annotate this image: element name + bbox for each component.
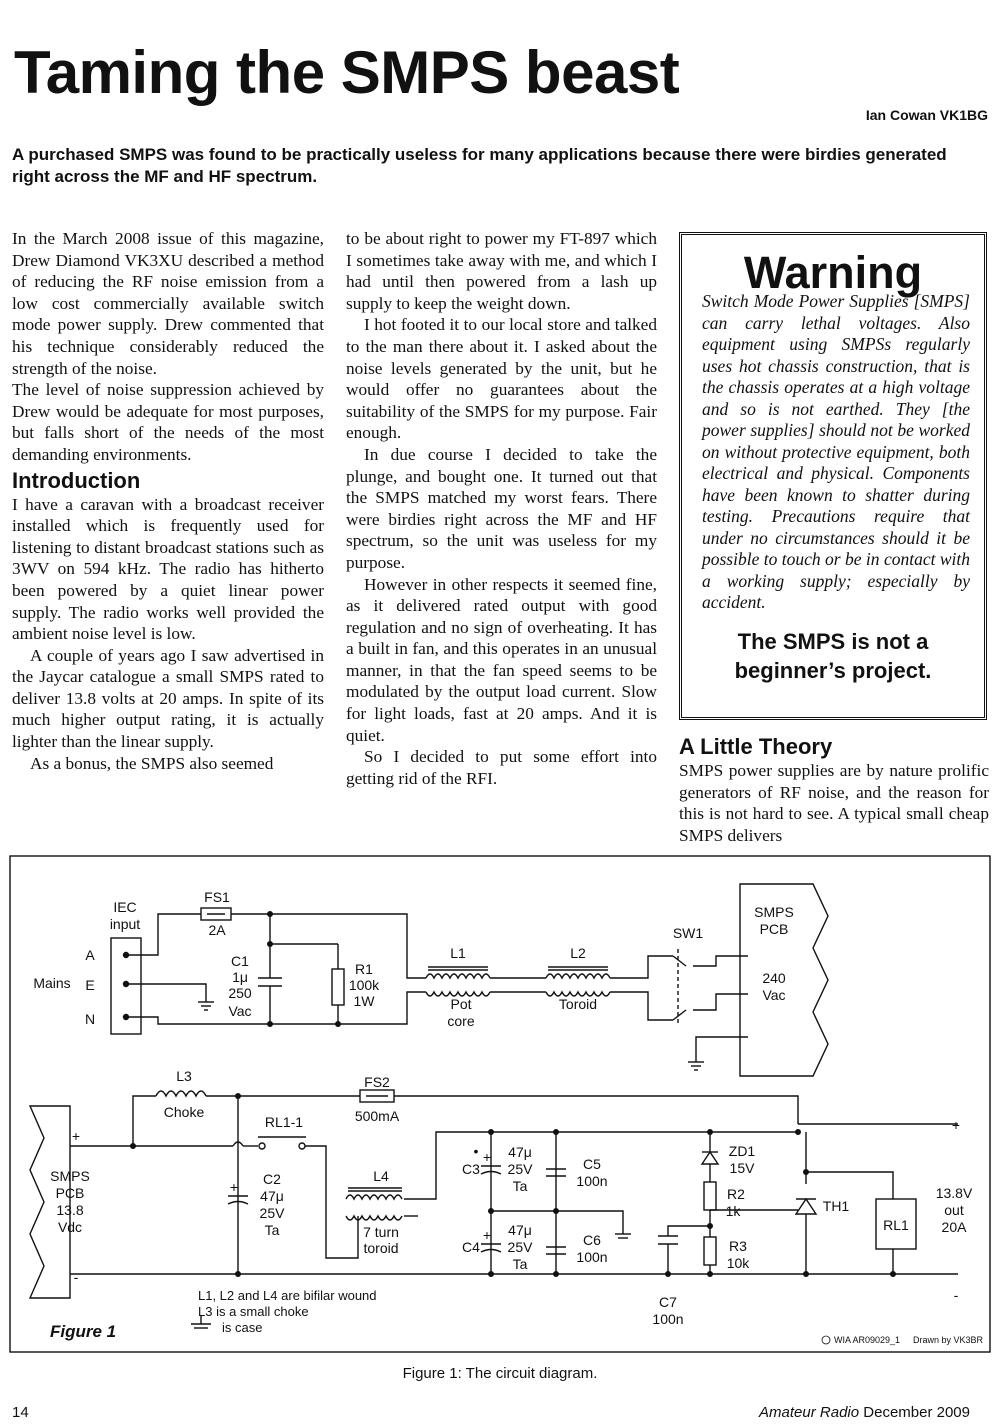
label-pin-a: A: [85, 947, 95, 963]
label-c3-value: 47μ: [508, 1144, 532, 1160]
figure-note: L3 is a small choke: [198, 1304, 309, 1319]
label-fs2: FS2: [364, 1074, 390, 1090]
label-fs1: FS1: [204, 889, 230, 905]
standfirst: A purchased SMPS was found to be practically useless for many applications because there were birdies generated right across the MF and HF spectrum.: [12, 145, 947, 186]
label-fs2-value: 500mA: [354, 1108, 400, 1124]
section-heading-introduction: Introduction: [12, 467, 141, 493]
figure-frame: [10, 856, 990, 1352]
label-c3-type: Ta: [512, 1178, 528, 1194]
column-2: [346, 228, 657, 789]
label-smps-pcb: PCB: [759, 921, 789, 937]
label-l2: L2: [570, 945, 586, 961]
label-out-current: 20A: [941, 1219, 967, 1235]
page-number: 14: [12, 1404, 29, 1421]
label-r1-power: 1W: [353, 993, 375, 1009]
label-c3: C3: [462, 1161, 480, 1177]
warning-footer: [682, 627, 984, 685]
figure-note: is case: [222, 1320, 263, 1335]
label-l4: L4: [373, 1168, 389, 1184]
label-c2-plus: +: [229, 1179, 239, 1195]
label-r2-value: 1k: [725, 1203, 741, 1219]
paragraph: to be about right to power my FT-897 which I sometimes take away with me, and which I had until then powered from a lash up supply to keep the weight down.: [346, 229, 657, 313]
label-fs1-value: 2A: [208, 922, 226, 938]
author-byline: Ian Cowan VK1BG: [865, 107, 988, 123]
label-c2: C2: [263, 1171, 281, 1187]
label-c3-dot: •: [473, 1143, 479, 1159]
label-c4-type: Ta: [512, 1256, 528, 1272]
label-l4-turns: 7 turn: [363, 1224, 399, 1240]
paragraph: In due course I decided to take the plunge, and bought one. It turned out that the SMPS matched my worst fears. There were birdies right across the MF and HF spectrum, so the unit was useless for my purpose.: [346, 444, 657, 572]
figure-credit-author: Drawn by VK3BR: [913, 1335, 984, 1345]
label-r1: R1: [355, 961, 373, 977]
label-smps-vac: Vac: [762, 987, 786, 1003]
section-heading-theory: A Little Theory: [679, 734, 833, 759]
paragraph: So I decided to put some effort into getting rid of the RFI.: [346, 747, 657, 788]
zener-zd1: [702, 1152, 718, 1164]
label-r3-value: 10k: [726, 1255, 750, 1271]
label-l2-toroid: Toroid: [558, 996, 598, 1012]
label-smps-240: 240: [762, 970, 786, 986]
circuit-diagram: [8, 854, 992, 1354]
label-c2-voltage: 25V: [259, 1205, 285, 1221]
label-sw1: SW1: [672, 925, 704, 941]
label-c1-voltage: 250: [228, 985, 252, 1001]
column-3: [679, 734, 989, 846]
label-mains: Mains: [33, 975, 71, 991]
label-c3-voltage: 25V: [507, 1161, 533, 1177]
label-l1-core: core: [447, 1013, 475, 1029]
warning-footer-line: The SMPS is not a: [737, 628, 929, 654]
figure-note: L1, L2 and L4 are bifilar wound: [198, 1288, 377, 1303]
label-l4-toroid: toroid: [363, 1240, 399, 1256]
label-l3: L3: [176, 1068, 192, 1084]
label-c1: C1: [231, 953, 249, 969]
label-smps2: SMPS: [50, 1168, 90, 1184]
label-c6-value: 100n: [576, 1249, 608, 1265]
label-zd1: ZD1: [728, 1143, 756, 1159]
label-minus-out: -: [953, 1287, 959, 1303]
label-c5-value: 100n: [576, 1173, 608, 1189]
label-c2-value: 47μ: [260, 1188, 284, 1204]
paragraph: SMPS power supplies are by nature prolific generators of RF noise, and the reason for this is not hard to see. A typical small cheap SMPS delivers: [679, 761, 989, 845]
label-out: out: [944, 1202, 964, 1218]
label-c1-value: 1μ: [232, 969, 248, 985]
label-c4: C4: [462, 1239, 480, 1255]
label-c1-unit: Vac: [228, 1003, 252, 1019]
paragraph: The level of noise suppression achieved by Drew would be adequate for most purposes, but falls short of the needs of the most demanding environments.: [12, 380, 324, 464]
warning-text: Switch Mode Power Supplies [SMPS] can carry lethal voltages. Also equipment using SMPSs regularly uses hot chassis construction, that is the chassis operates at a high voltage and so is not earthed. They [the power supplies] should not be worked on without protective equipment, both electrical and physical. Components have been known to shatter during testing. Precautions require that under no circumstances should it be possible to touch or be in contact with a working supply; especially by accident.: [702, 291, 970, 612]
label-iec-input: input: [109, 916, 141, 932]
label-c4-voltage: 25V: [507, 1239, 533, 1255]
label-c7: C7: [659, 1294, 677, 1310]
paragraph: I have a caravan with a broadcast receiver installed which is frequently used for listening to distant broadcast stations such as 3WV on 594 kHz. The radio has hitherto been powered by a quiet linear power supply. The radio works well provided the ambient noise level is low.: [12, 494, 324, 644]
paragraph: In the March 2008 issue of this magazine, Drew Diamond VK3XU described a method of reducing the RF noise emission from a low cost commercially available switch mode power supply. Drew commented that his technique considerably reduced the strength of the noise.: [12, 229, 324, 378]
figure-label: Figure 1: [50, 1322, 117, 1341]
label-rl1: RL1: [883, 1217, 909, 1233]
label-pin-n: N: [84, 1011, 96, 1027]
warning-footer-line: beginner’s project.: [734, 657, 932, 683]
inductor-l2: [546, 967, 610, 996]
relay-contact-rl1-1: [258, 1137, 306, 1149]
article-title: Taming the SMPS beast: [14, 39, 680, 106]
label-l1: L1: [450, 945, 466, 961]
label-c7-value: 100n: [652, 1311, 684, 1327]
label-l1-pot: Pot: [450, 996, 472, 1012]
resistor-r3: [704, 1237, 716, 1265]
label-pin-e: E: [85, 977, 95, 993]
label-zd1-value: 15V: [729, 1160, 755, 1176]
label-out-voltage: 13.8V: [935, 1185, 973, 1201]
label-c4-plus: +: [482, 1227, 492, 1243]
magazine-name: Amateur Radio: [759, 1404, 860, 1421]
paragraph: However in other respects it seemed fine, as it delivered rated output with good regulation and no sign of overheating. It has a built in fan, and this operates in an unusual manner, in that the fan speed seems to be modulated by the output load current. Slow for light loads, fast at 20 amps. And it is quiet.: [346, 574, 657, 745]
label-plus-out: +: [951, 1117, 961, 1133]
issue-date: December 2009: [863, 1404, 970, 1421]
warning-box: [679, 232, 987, 720]
switch-sw1: [673, 949, 748, 1024]
label-r2: R2: [727, 1186, 745, 1202]
label-c3-plus: +: [482, 1149, 492, 1165]
inductor-l3: [156, 1091, 206, 1096]
inductor-l4: [346, 1188, 402, 1220]
label-r1-value: 100k: [348, 977, 380, 993]
label-plus-in: +: [71, 1128, 81, 1144]
label-smps2-vdc: Vdc: [57, 1219, 83, 1235]
warning-heading: Warning: [743, 247, 923, 298]
label-minus-in: -: [73, 1269, 79, 1285]
label-smps2-pcb: PCB: [55, 1185, 85, 1201]
paragraph: I hot footed it to our local store and talked to the man there about it. I asked about the noise levels generated by the unit, but he would offer no guarantees about the suitability of the SMPS for my purpose. Fair enough.: [346, 315, 657, 443]
inductor-l1: [426, 967, 490, 996]
thyristor-th1: [796, 1199, 816, 1214]
label-l3-choke: Choke: [163, 1104, 205, 1120]
label-r3: R3: [729, 1238, 747, 1254]
paragraph: As a bonus, the SMPS also seemed: [30, 753, 274, 773]
paragraph: A couple of years ago I saw advertised in the Jaycar catalogue a small SMPS rated to deliver 13.8 volts at 20 amps. In spite of its much higher output rating, it is actually lighter than the linear supply.: [12, 645, 324, 752]
label-c2-type: Ta: [264, 1222, 280, 1238]
label-smps: SMPS: [754, 904, 794, 920]
label-th1: TH1: [822, 1198, 850, 1214]
label-c4-value: 47μ: [508, 1222, 532, 1238]
label-c6: C6: [583, 1232, 601, 1248]
figure-caption: Figure 1: The circuit diagram.: [402, 1365, 598, 1382]
copyright-icon: [822, 1336, 830, 1344]
label-iec: IEC: [113, 899, 137, 915]
resistor-r2: [704, 1182, 716, 1210]
column-1: [12, 228, 324, 774]
resistor-r1: [332, 969, 344, 1005]
label-rl1-1: RL1-1: [264, 1114, 304, 1130]
figure-credit-ref: WIA AR09029_1: [834, 1335, 901, 1345]
label-c5: C5: [583, 1156, 601, 1172]
label-smps2-13v8: 13.8: [56, 1202, 84, 1218]
publication-footer: [759, 1404, 970, 1421]
